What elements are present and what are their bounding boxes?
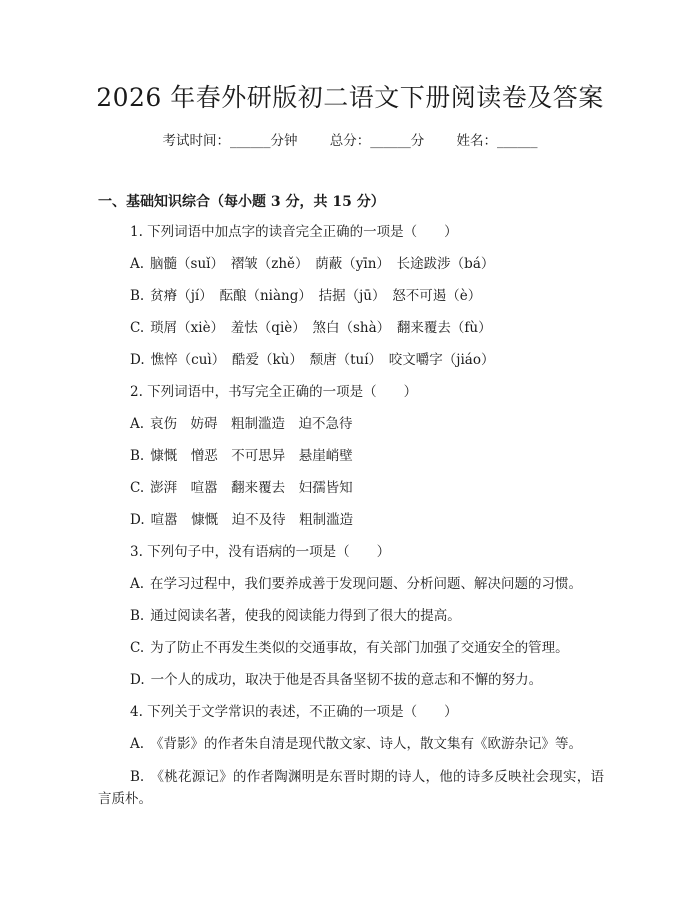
option-text: 澎湃 喧嚣 翻来覆去 妇孺皆知 [150,480,353,496]
option-text: 憔悴（cuì） 酷爱（kù） 颓唐（tuí） 咬文嚼字（jiáo） [150,352,495,368]
option-label: C. [130,640,145,656]
option-text: 在学习过程中，我们要养成善于发现问题、分析问题、解决问题的习惯。 [150,576,583,592]
option-label: D. [130,512,145,528]
option-text: 哀伤 妨碍 粗制滥造 迫不急待 [150,416,353,432]
question-1-option-b [130,286,481,306]
option-label: B. [130,769,145,785]
option-label: A. [130,256,145,272]
exam-time-field: 考试时间：______分钟 [162,133,298,149]
student-name-field: 姓名：______ [456,133,538,149]
option-label: A. [130,576,145,592]
question-2-option-c [130,478,353,498]
question-3-option-d [130,670,542,690]
total-score-field: 总分：______分 [329,133,425,149]
option-text: 慷慨 憎恶 不可思异 悬崖峭壁 [150,448,353,464]
question-2-stem: 2. 下列词语中，书写完全正确的一项是（ ） [130,384,418,400]
option-label: A. [130,736,145,752]
option-text: 琐屑（xiè） 羞怯（qiè） 煞白（shà） 翻来覆去（fù） [150,320,492,336]
option-text: 《背影》的作者朱自清是现代散文家、诗人，散文集有《欧游杂记》等。 [150,736,583,752]
option-label: C. [130,480,145,496]
option-text: 一个人的成功，取决于他是否具备坚韧不拔的意志和不懈的努力。 [150,672,543,688]
question-1-stem: 1. 下列词语中加点字的读音完全正确的一项是（ ） [130,224,458,240]
section-heading: 一、基础知识综合（每小题 3 分，共 15 分） [98,194,385,210]
option-label: A. [130,416,145,432]
option-text: 喧嚣 慷慨 迫不及待 粗制滥造 [150,512,354,528]
question-2-option-b [130,446,353,466]
option-label: B. [130,608,145,624]
question-2-option-a [130,414,353,434]
option-label: C. [130,320,145,336]
question-3-option-c [130,638,569,658]
option-text: 《桃花源记》的作者陶渊明是东晋时期的诗人，他的诗多反映社会现实，语言质朴。 [98,769,604,807]
option-text: 通过阅读名著，使我的阅读能力得到了很大的提高。 [150,608,461,624]
option-label: B. [130,448,145,464]
question-2-option-d [130,510,353,530]
question-1-option-a [130,254,494,274]
option-text: 为了防止不再发生类似的交通事故，有关部门加强了交通安全的管理。 [150,640,569,656]
question-4-option-a [130,734,582,754]
option-text: 贫瘠（jí） 酝酿（niàng） 拮据（jū） 怒不可遏（è） [150,288,482,304]
option-label: B. [130,288,145,304]
option-label: D. [130,672,145,688]
exam-info-row [0,131,700,151]
question-4-option-b [98,766,604,810]
question-3-option-a [130,574,582,594]
page-title: 2026 年春外研版初二语文下册阅读卷及答案 [96,83,604,112]
question-3-stem: 3. 下列句子中，没有语病的一项是（ ） [130,544,391,560]
question-4-stem: 4. 下列关于文学常识的表述，不正确的一项是（ ） [130,704,458,720]
question-3-option-b [130,606,461,626]
question-1-option-c [130,318,492,338]
option-text: 脑髓（suǐ） 褶皱（zhě） 荫蔽（yīn） 长途跋涉（bá） [150,256,495,272]
option-label: D. [130,352,145,368]
question-1-option-d [130,350,494,370]
